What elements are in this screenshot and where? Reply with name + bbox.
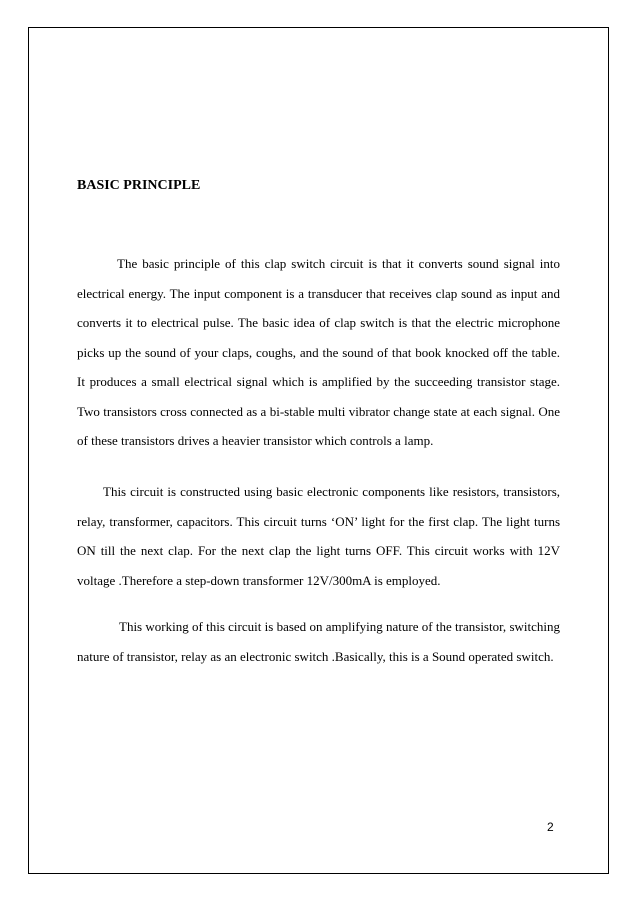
page-number: 2 <box>547 820 554 834</box>
paragraph-basic-principle: The basic principle of this clap switch circuit is that it converts sound signal into electrical energy. The input component is a transducer that receives clap sound as input and converts it to electrical pulse. The basic idea of clap switch is that the electric microphone picks up the sound of your claps, coughs, and the sound of that book knocked off the table. It produces a small electrical signal which is amplified by the succeeding transistor stage. Two transistors cross connected as a bi-stable multi vibrator change state at each signal. One of these transistors drives a heavier transistor which controls a lamp. <box>77 256 560 448</box>
paragraph-circuit-construction: This circuit is constructed using basic electronic components like resistors, transistors, relay, transformer, capacitors. This circuit turns ‘ON’ light for the first clap. The light turns ON till the next clap. For the next clap the light turns OFF. This circuit works with 12V voltage .Therefore a step-down transformer 12V/300mA is employed. <box>77 484 560 588</box>
paragraph-circuit-working: This working of this circuit is based on amplifying nature of the transistor, switching nature of transistor, relay as an electronic switch .Basically, this is a Sound operated switch. <box>77 619 560 664</box>
section-heading: BASIC PRINCIPLE <box>77 178 201 193</box>
